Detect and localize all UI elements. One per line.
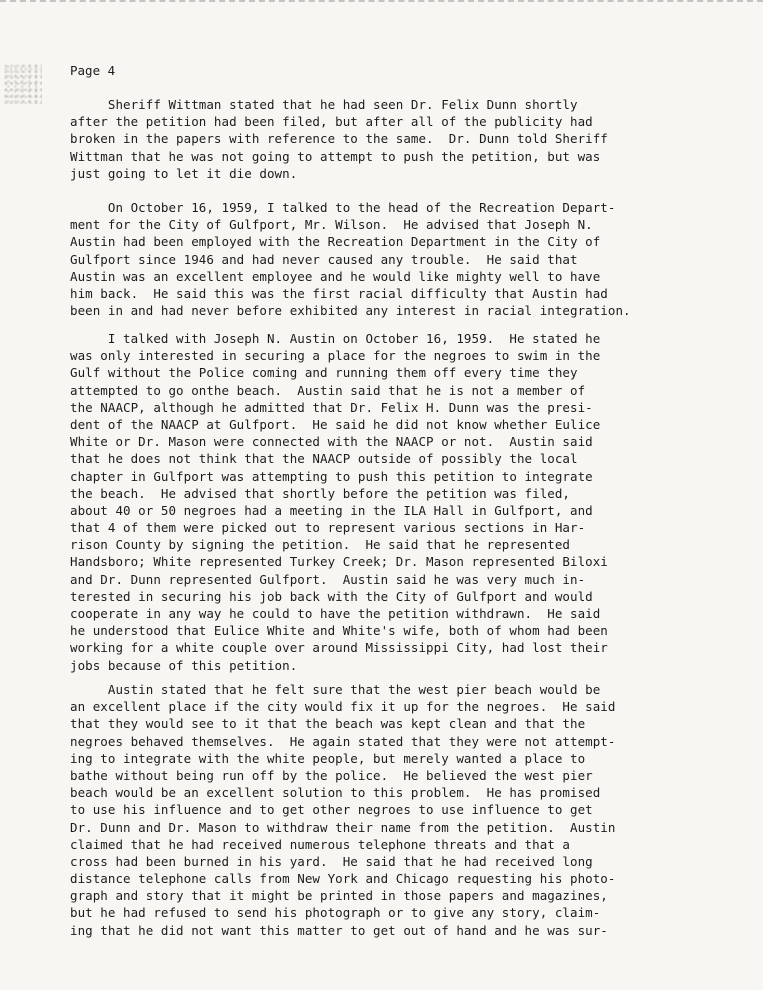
text-line: Sheriff Wittman stated that he had seen Dr. Felix Dunn shortly — [70, 97, 578, 112]
text-line: chapter in Gulfport was attempting to push this petition to integrate — [70, 468, 593, 484]
text-line: the NAACP, although he admitted that Dr. Felix H. Dunn was the presi- — [70, 399, 593, 415]
text-line: broken in the papers with reference to the same. Dr. Dunn told Sheriff — [70, 131, 608, 147]
page-top-edge — [0, 0, 763, 5]
text-line: ment for the City of Gulfport, Mr. Wilson. He advised that Joseph N. — [70, 217, 593, 233]
text-line: graph and story that it might be printed in those papers and magazines, — [70, 888, 608, 904]
text-line: he understood that Eulice White and White's wife, both of whom had been — [70, 623, 608, 639]
text-line: rison County by signing the petition. He said that he represented — [70, 537, 570, 553]
page-number-label: Page 4 — [70, 63, 116, 78]
text-line: Austin stated that he felt sure that the west pier beach would be — [70, 682, 601, 697]
text-line: distance telephone calls from New York and Chicago requesting his photo- — [70, 871, 616, 887]
scan-speckle — [4, 64, 42, 104]
text-line: Gulfport since 1946 and had never caused any trouble. He said that — [70, 251, 578, 267]
paragraph-3 — [70, 330, 740, 674]
text-line: negroes behaved themselves. He again stated that they were not attempt- — [70, 733, 616, 749]
text-line: White or Dr. Mason were connected with the NAACP or not. Austin said — [70, 434, 593, 450]
text-line: working for a white couple over around Mississippi City, had lost their — [70, 640, 608, 656]
text-line: about 40 or 50 negroes had a meeting in the ILA Hall in Gulfport, and — [70, 502, 593, 518]
text-line: Austin had been employed with the Recreation Department in the City of — [70, 234, 601, 250]
text-line: cross had been burned in his yard. He said that he had received long — [70, 853, 593, 869]
paragraph-4 — [70, 681, 740, 939]
text-line: and Dr. Dunn represented Gulfport. Austin said he was very much in- — [70, 571, 586, 587]
text-line: ing to integrate with the white people, but merely wanted a place to — [70, 750, 586, 766]
text-line: that they would see to it that the beach was kept clean and that the — [70, 716, 586, 732]
text-line: Dr. Dunn and Dr. Mason to withdraw their name from the petition. Austin — [70, 819, 616, 835]
text-line: after the petition had been filed, but after all of the publicity had — [70, 114, 593, 130]
text-line: but he had refused to send his photograph or to give any story, claim- — [70, 905, 601, 921]
text-line: Wittman that he was not going to attempt to push the petition, but was — [70, 148, 601, 164]
text-line: On October 16, 1959, I talked to the head of the Recreation Depart- — [70, 200, 616, 215]
paragraph-1 — [70, 96, 740, 182]
text-line: beach would be an excellent solution to this problem. He has promised — [70, 785, 601, 801]
text-line: Handsboro; White represented Turkey Creek; Dr. Mason represented Biloxi — [70, 554, 608, 570]
text-line: him back. He said this was the first racial difficulty that Austin had — [70, 285, 608, 301]
text-line: to use his influence and to get other negroes to use influence to get — [70, 802, 593, 818]
text-line: that 4 of them were picked out to represent various sections in Har- — [70, 520, 586, 536]
text-line: jobs because of this petition. — [70, 657, 298, 673]
text-line: dent of the NAACP at Gulfport. He said he did not know whether Eulice — [70, 416, 601, 432]
text-line: attempted to go onthe beach. Austin said that he is not a member of — [70, 382, 586, 398]
text-line: been in and had never before exhibited any interest in racial integration. — [70, 303, 631, 319]
text-line: I talked with Joseph N. Austin on October 16, 1959. He stated he — [70, 331, 601, 346]
text-line: claimed that he had received numerous telephone threats and that a — [70, 836, 570, 852]
text-line: bathe without being run off by the police. He believed the west pier — [70, 767, 593, 783]
text-line: that he does not think that the NAACP outside of possibly the local — [70, 451, 578, 467]
text-line: ing that he did not want this matter to get out of hand and he was sur- — [70, 922, 608, 938]
text-line: an excellent place if the city would fix it up for the negroes. He said — [70, 699, 616, 715]
text-line: just going to let it die down. — [70, 165, 298, 181]
text-line: Austin was an excellent employee and he would like mighty well to have — [70, 268, 601, 284]
text-line: the beach. He advised that shortly before the petition was filed, — [70, 485, 570, 501]
text-line: cooperate in any way he could to have the petition withdrawn. He said — [70, 606, 601, 621]
text-line: terested in securing his job back with the City of Gulfport and would — [70, 588, 593, 604]
text-line: Gulf without the Police coming and running them off every time they — [70, 365, 578, 381]
text-line: was only interested in securing a place for the negroes to swim in the — [70, 348, 601, 364]
paragraph-2 — [70, 199, 740, 319]
